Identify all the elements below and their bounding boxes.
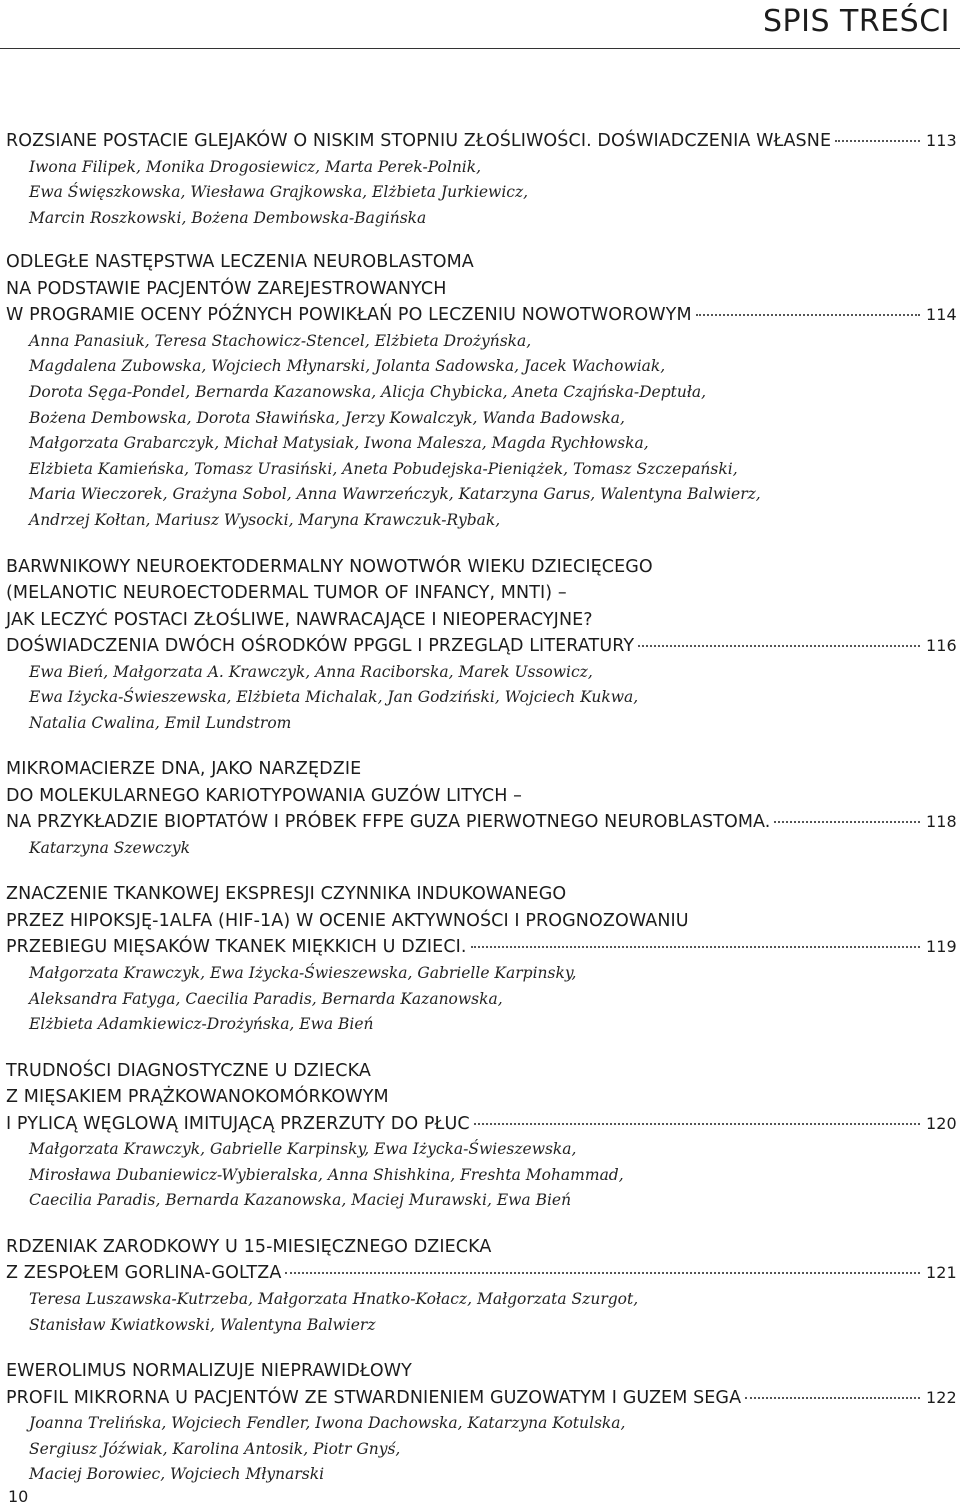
- dot-leader: [474, 1123, 920, 1125]
- toc-entry[interactable]: [6, 881, 956, 1037]
- entry-authors-line: Ewa Bień, Małgorzata A. Krawczyk, Anna Raciborska, Marek Ussowicz,: [29, 662, 593, 681]
- table-of-contents: [6, 128, 956, 1508]
- entry-page-number: 119: [926, 937, 957, 957]
- entry-authors-line: Bożena Dembowska, Dorota Sławińska, Jerzy Kowalczyk, Wanda Badowska,: [29, 408, 625, 427]
- dot-leader: [285, 1272, 920, 1274]
- dot-leader: [774, 821, 920, 823]
- dot-leader: [835, 140, 920, 142]
- toc-entry[interactable]: [6, 1358, 956, 1488]
- entry-authors-line: Maciej Borowiec, Wojciech Młynarski: [29, 1465, 325, 1484]
- entry-page-number: 122: [926, 1387, 957, 1407]
- entry-title-line: TRUDNOŚCI DIAGNOSTYCZNE U DZIECKA: [6, 1060, 371, 1081]
- entry-title-text: NA PRZYKŁADZIE BIOPTATÓW I PRÓBEK FFPE GUZA PIERWOTNEGO NEUROBLASTOMA.: [6, 812, 771, 833]
- entry-title-line: [6, 128, 956, 155]
- entry-page-number: 120: [926, 1113, 957, 1133]
- entry-authors-line: Małgorzata Krawczyk, Ewa Iżycka-Świeszewska, Gabrielle Karpinsky,: [29, 963, 577, 982]
- toc-entry[interactable]: [6, 554, 956, 737]
- dot-leader: [745, 1397, 920, 1399]
- entry-title-line: MIKROMACIERZE DNA, JAKO NARZĘDZIE: [6, 759, 362, 780]
- entry-title-line: [6, 1385, 956, 1412]
- entry-authors-line: Andrzej Kołtan, Mariusz Wysocki, Maryna Krawczuk-Rybak,: [29, 510, 501, 529]
- entry-title-text: ROZSIANE POSTACIE GLEJAKÓW O NISKIM STOPNIU ZŁOŚLIWOŚCI. DOŚWIADCZENIA WŁASNE: [6, 131, 832, 151]
- entry-title-line: ZNACZENIE TKANKOWEJ EKSPRESJI CZYNNIKA INDUKOWANEGO: [6, 884, 567, 905]
- entry-page-number: 121: [926, 1263, 957, 1283]
- entry-title-line: NA PODSTAWIE PACJENTÓW ZAREJESTROWANYCH: [6, 278, 447, 299]
- entry-authors-line: Caecilia Paradis, Bernarda Kazanowska, Maciej Murawski, Ewa Bień: [29, 1191, 572, 1210]
- entry-authors-line: Sergiusz Jóźwiak, Karolina Antosik, Piotr Gnyś,: [29, 1439, 401, 1458]
- entry-title-text: DOŚWIADCZENIA DWÓCH OŚRODKÓW PPGGL I PRZEGLĄD LITERATURY: [6, 636, 635, 657]
- header-divider: [0, 48, 960, 49]
- entry-title-line: (MELANOTIC NEUROECTODERMAL TUMOR OF INFANCY, MNTI) –: [6, 583, 567, 604]
- entry-title-line: EWEROLIMUS NORMALIZUJE NIEPRAWIDŁOWY: [6, 1361, 412, 1382]
- entry-authors-line: Elżbieta Kamieńska, Tomasz Urasiński, Aneta Pobudejska-Pieniążek, Tomasz Szczepański,: [29, 459, 738, 478]
- entry-page-number: 113: [926, 131, 957, 150]
- entry-authors-line: Stanisław Kwiatkowski, Walentyna Balwierz: [29, 1315, 376, 1334]
- entry-title-line: [6, 302, 956, 329]
- entry-title-line: [6, 1260, 956, 1287]
- entry-authors-line: Marcin Roszkowski, Bożena Dembowska-Bagińska: [29, 208, 427, 227]
- entry-page-number: 116: [926, 636, 957, 656]
- entry-authors-line: Teresa Luszawska-Kutrzeba, Małgorzata Hnatko-Kołacz, Małgorzata Szurgot,: [29, 1289, 639, 1308]
- entry-authors-line: Małgorzata Grabarczyk, Michał Matysiak, Iwona Malesza, Magda Rychłowska,: [29, 434, 649, 453]
- entry-authors-line: Elżbieta Adamkiewicz-Drożyńska, Ewa Bień: [29, 1015, 374, 1034]
- entry-title-line: [6, 809, 956, 836]
- entry-title-line: PRZEZ HIPOKSJĘ-1ALFA (HIF-1A) W OCENIE AKTYWNOŚCI I PROGNOZOWANIU: [6, 910, 689, 931]
- entry-title-text: PROFIL MIKRORNA U PACJENTÓW ZE STWARDNIENIEM GUZOWATYM I GUZEM SEGA: [6, 1387, 742, 1408]
- entry-title-line: [6, 1111, 956, 1138]
- entry-title-text: I PYLICĄ WĘGLOWĄ IMITUJĄCĄ PRZERZUTY DO PŁUC: [6, 1113, 470, 1134]
- entry-title-line: [6, 934, 956, 961]
- entry-authors-line: Ewa Iżycka-Świeszewska, Elżbieta Michalak, Jan Godziński, Wojciech Kukwa,: [29, 688, 639, 707]
- entry-authors-line: Katarzyna Szewczyk: [29, 838, 190, 857]
- entry-title-line: ODLEGŁE NASTĘPSTWA LECZENIA NEUROBLASTOMA: [6, 252, 474, 273]
- toc-entry[interactable]: [6, 1058, 956, 1214]
- toc-entry[interactable]: [6, 128, 956, 231]
- entry-title-line: [6, 633, 956, 660]
- entry-authors-line: Małgorzata Krawczyk, Gabrielle Karpinsky, Ewa Iżycka-Świeszewska,: [29, 1140, 577, 1159]
- entry-title-line: RDZENIAK ZARODKOWY U 15-MIESIĘCZNEGO DZIECKA: [6, 1236, 492, 1257]
- entry-title-text: W PROGRAMIE OCENY PÓŹNYCH POWIKŁAŃ PO LECZENIU NOWOTWOROWYM: [6, 305, 692, 326]
- entry-authors-line: Natalia Cwalina, Emil Lundstrom: [29, 713, 292, 732]
- entry-title-line: JAK LECZYĆ POSTACI ZŁOŚLIWE, NAWRACAJĄCE I NIEOPERACYJNE?: [6, 609, 593, 630]
- dot-leader: [638, 645, 920, 647]
- entry-page-number: 118: [926, 812, 957, 832]
- entry-title-line: DO MOLEKULARNEGO KARIOTYPOWANIA GUZÓW LITYCH –: [6, 785, 522, 806]
- entry-authors-line: Joanna Trelińska, Wojciech Fendler, Iwona Dachowska, Katarzyna Kotulska,: [29, 1414, 626, 1433]
- entry-authors-line: Mirosława Dubaniewicz-Wybieralska, Anna Shishkina, Freshta Mohammad,: [29, 1165, 624, 1184]
- dot-leader: [696, 314, 920, 316]
- dot-leader: [471, 946, 920, 948]
- page-number: 10: [8, 1487, 29, 1506]
- entry-authors-line: Anna Panasiuk, Teresa Stachowicz-Stencel, Elżbieta Drożyńska,: [29, 331, 532, 350]
- toc-entry[interactable]: [6, 1234, 956, 1338]
- entry-authors-line: Maria Wieczorek, Grażyna Sobol, Anna Wawrzeńczyk, Katarzyna Garus, Walentyna Balwierz,: [29, 485, 761, 504]
- toc-entry[interactable]: [6, 249, 956, 533]
- entry-authors-line: Iwona Filipek, Monika Drogosiewicz, Marta Perek-Polnik,: [29, 157, 482, 176]
- entry-authors-line: Magdalena Zubowska, Wojciech Młynarski, Jolanta Sadowska, Jacek Wachowiak,: [29, 357, 666, 376]
- page-title: SPIS TREŚCI: [762, 4, 950, 39]
- entry-authors-line: Aleksandra Fatyga, Caecilia Paradis, Bernarda Kazanowska,: [29, 989, 503, 1008]
- entry-title-line: Z MIĘSAKIEM PRĄŻKOWANOKOMÓRKOWYM: [6, 1087, 389, 1108]
- entry-title-line: BARWNIKOWY NEUROEKTODERMALNY NOWOTWÓR WIEKU DZIECIĘCEGO: [6, 556, 653, 577]
- toc-entry[interactable]: [6, 756, 956, 861]
- entry-authors-line: Ewa Święszkowska, Wiesława Grajkowska, Elżbieta Jurkiewicz,: [29, 183, 529, 202]
- entry-authors-line: Dorota Sęga-Pondel, Bernarda Kazanowska, Alicja Chybicka, Aneta Czajńska-Deptuła,: [29, 382, 707, 401]
- entry-title-text: Z ZESPOŁEM GORLINA-GOLTZA: [6, 1263, 282, 1284]
- entry-title-text: PRZEBIEGU MIĘSAKÓW TKANEK MIĘKKICH U DZIECI.: [6, 937, 467, 958]
- entry-page-number: 114: [926, 305, 957, 325]
